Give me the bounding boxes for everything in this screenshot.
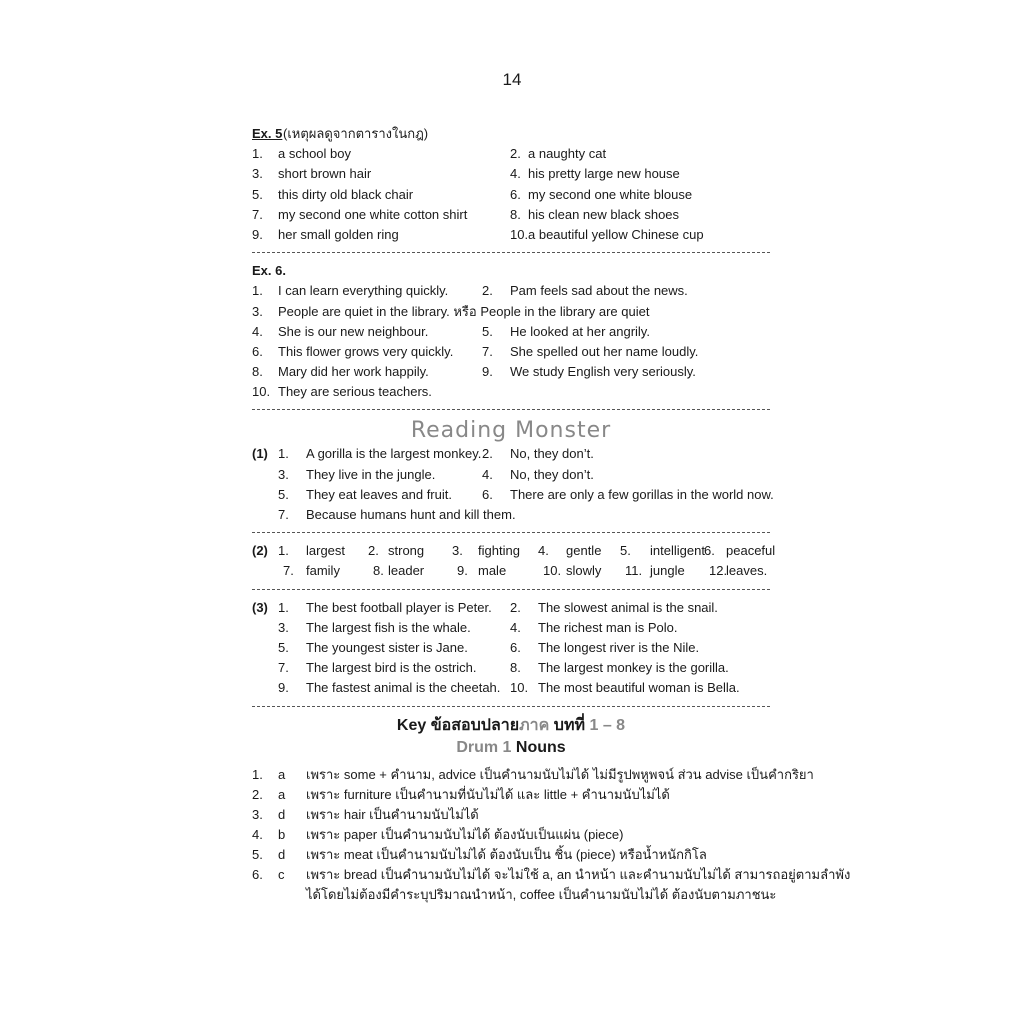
- item-answer: his pretty large new house: [528, 166, 680, 182]
- answer-key-content: [252, 124, 851, 905]
- item-number: 4.: [510, 166, 521, 182]
- item-number: 9.: [457, 563, 468, 579]
- item-number: 3.: [278, 466, 289, 482]
- item-choice: a: [278, 786, 286, 802]
- key-subtitle-drum: Drum 1: [456, 738, 512, 756]
- answer-row: [252, 164, 770, 184]
- item-choice: d: [278, 806, 286, 822]
- divider: [252, 252, 770, 253]
- item-answer: The largest fish is the whale.: [306, 619, 471, 635]
- item-number: 5.: [482, 323, 493, 339]
- item-answer: this dirty old black chair: [278, 186, 414, 202]
- answer-row: [252, 618, 770, 638]
- key-explanation: เพราะ bread เป็นคำนามนับไม่ได้ จะไม่ใช้ a, an นำหน้า และคำนามนับไม่ได้ สามารถอยู่ตามลำพัง: [306, 866, 851, 882]
- item-number: 9.: [278, 680, 289, 696]
- item-answer: The largest monkey is the gorilla.: [538, 660, 729, 676]
- item-answer: The youngest sister is Jane.: [306, 639, 468, 655]
- item-answer: The best football player is Peter.: [306, 599, 492, 615]
- item-number: 6.: [252, 866, 263, 882]
- item-answer: my second one white cotton shirt: [278, 206, 468, 222]
- key-row: [252, 865, 851, 885]
- ex5-note: (เหตุผลดูจากตารางในกฎ): [283, 126, 429, 141]
- answer-row: [252, 205, 770, 225]
- item-number: 2.: [482, 446, 493, 462]
- answer-row: [252, 281, 770, 301]
- item-number: 3.: [252, 303, 263, 319]
- answer-row: [252, 382, 770, 402]
- part-label: (2): [252, 543, 268, 559]
- item-answer: The richest man is Polo.: [538, 619, 678, 635]
- item-number: 10.: [252, 384, 271, 400]
- key-title-main: Key ข้อสอบปลาย: [396, 716, 520, 734]
- item-answer: The slowest animal is the snail.: [538, 599, 718, 615]
- ex6-heading: [252, 261, 770, 281]
- item-number: 7.: [283, 563, 294, 579]
- item-answer: short brown hair: [278, 166, 372, 182]
- reading-part1-answers: [252, 444, 774, 525]
- item-number: 5.: [620, 543, 631, 559]
- reading-part3-answers: [252, 598, 770, 699]
- item-number: 1.: [252, 146, 263, 162]
- answer-row: [252, 465, 770, 485]
- answer-row: [252, 144, 770, 164]
- item-number: 10.: [510, 226, 529, 242]
- item-number: 6.: [510, 639, 521, 655]
- item-number: 2.: [368, 543, 379, 559]
- item-answer: No, they don’t.: [510, 446, 594, 462]
- item-number: 6.: [510, 186, 521, 202]
- item-number: 8.: [510, 206, 521, 222]
- item-answer: This flower grows very quickly.: [278, 343, 454, 359]
- item-number: 6.: [252, 343, 263, 359]
- item-answer: her small golden ring: [278, 226, 399, 242]
- item-choice: a: [278, 766, 286, 782]
- key-title-chapter: บทที่: [549, 716, 590, 734]
- ex5-label: Ex. 5: [252, 126, 283, 141]
- key-subtitle-topic: Nouns: [511, 738, 566, 756]
- answer-row: [252, 362, 770, 382]
- item-answer: largest: [306, 543, 346, 559]
- item-number: 8.: [510, 660, 521, 676]
- item-answer: They are serious teachers.: [278, 384, 432, 400]
- item-number: 1.: [278, 599, 289, 615]
- item-answer: gentle: [566, 543, 602, 559]
- answer-row: [252, 225, 770, 245]
- item-number: 11.: [625, 563, 643, 579]
- item-number: 3.: [452, 543, 463, 559]
- item-answer: The fastest animal is the cheetah.: [306, 680, 501, 696]
- item-number: 1.: [278, 446, 289, 462]
- item-answer: Pam feels sad about the news.: [510, 283, 688, 299]
- item-answer: jungle: [650, 563, 685, 579]
- item-answer: male: [478, 563, 507, 579]
- answer-row: [252, 485, 774, 505]
- item-answer: A gorilla is the largest monkey.: [306, 446, 482, 462]
- item-number: 4.: [252, 826, 263, 842]
- item-answer: intelligent: [650, 543, 705, 559]
- key-row: [252, 785, 770, 805]
- item-number: 4.: [538, 543, 549, 559]
- item-number: 2.: [510, 599, 521, 615]
- answer-row: [252, 342, 770, 362]
- item-answer: peaceful: [726, 543, 776, 559]
- key-explanation: เพราะ hair เป็นคำนามนับไม่ได้: [306, 806, 479, 822]
- item-answer: The most beautiful woman is Bella.: [538, 680, 740, 696]
- item-answer: fighting: [478, 543, 520, 559]
- reading-monster-title: Reading Monster: [410, 418, 612, 444]
- item-choice: b: [278, 826, 286, 842]
- item-answer: strong: [388, 543, 425, 559]
- item-number: 3.: [278, 619, 289, 635]
- item-answer: They live in the jungle.: [306, 466, 436, 482]
- key-title-term: ภาค: [519, 716, 550, 734]
- item-answer: a beautiful yellow Chinese cup: [528, 226, 704, 242]
- item-answer: No, they don’t.: [510, 466, 594, 482]
- item-number: 5.: [252, 846, 263, 862]
- item-answer: She spelled out her name loudly.: [510, 343, 699, 359]
- item-number: 12.: [709, 563, 728, 579]
- item-number: 3.: [252, 166, 263, 182]
- item-answer: We study English very seriously.: [510, 364, 696, 380]
- answer-row: [252, 505, 770, 525]
- reading-part2-answers: [252, 541, 776, 581]
- item-number: 7.: [482, 343, 493, 359]
- item-choice: c: [278, 866, 285, 882]
- part-label: (1): [252, 446, 268, 462]
- ex6-answers: [252, 281, 770, 402]
- item-answer: leader: [388, 563, 425, 579]
- item-number: 1.: [278, 543, 289, 559]
- key-subtitle: [252, 737, 770, 759]
- item-answer: my second one white blouse: [528, 186, 693, 202]
- item-answer: Because humans hunt and kill them.: [306, 507, 516, 522]
- answer-row: [252, 678, 770, 698]
- item-number: 5.: [278, 639, 289, 655]
- item-number: 6.: [704, 543, 715, 559]
- item-answer: People are quiet in the library. หรือ People in the library are quiet: [278, 303, 650, 319]
- item-number: 3.: [252, 806, 263, 822]
- item-number: 7.: [278, 507, 289, 522]
- item-number: 2.: [482, 283, 493, 299]
- item-number: 7.: [278, 660, 289, 676]
- item-number: 10.: [543, 563, 562, 579]
- ex5-answers: [252, 144, 770, 245]
- item-number: 2.: [510, 146, 521, 162]
- item-answer: his clean new black shoes: [528, 206, 680, 222]
- item-answer: slowly: [566, 563, 602, 579]
- key-row: [252, 825, 770, 845]
- divider: [252, 409, 770, 410]
- answer-row: [252, 658, 770, 678]
- divider: [252, 706, 770, 707]
- item-number: 2.: [252, 786, 263, 802]
- answer-row: [252, 322, 770, 342]
- key-row: [252, 845, 770, 865]
- ex5-heading: [252, 124, 770, 144]
- item-number: 8.: [252, 364, 263, 380]
- ex6-label: Ex. 6.: [252, 263, 286, 279]
- item-answer: They eat leaves and fruit.: [306, 486, 452, 502]
- answer-row: [252, 541, 776, 561]
- key-row: [252, 765, 814, 785]
- answer-row: [252, 185, 770, 205]
- item-number: 5.: [278, 486, 289, 502]
- answer-row: [252, 444, 770, 464]
- key-answers: [252, 765, 851, 885]
- answer-row: [252, 598, 770, 618]
- item-answer: He looked at her angrily.: [510, 323, 650, 339]
- item-number: 8.: [373, 563, 384, 579]
- key-explanation-continued: ได้โดยไม่ต้องมีคำระบุปริมาณนำหน้า, coffee เป็นคำนามนับไม่ได้ ต้องนับตามภาชนะ: [306, 886, 777, 902]
- item-answer: Mary did her work happily.: [278, 364, 429, 380]
- answer-row: [252, 561, 770, 581]
- item-number: 9.: [252, 226, 263, 242]
- item-number: 5.: [252, 186, 263, 202]
- item-number: 9.: [482, 364, 493, 380]
- key-row: [252, 805, 770, 825]
- item-number: 10.: [510, 680, 529, 696]
- key-explanation: เพราะ meat เป็นคำนามนับไม่ได้ ต้องนับเป็น ชิ้น (piece) หรือน้ำหนักกิโล: [306, 846, 707, 862]
- key-explanation: เพราะ paper เป็นคำนามนับไม่ได้ ต้องนับเป็นแผ่น (piece): [306, 826, 624, 842]
- item-answer: a naughty cat: [528, 146, 607, 162]
- item-answer: She is our new neighbour.: [278, 323, 429, 339]
- answer-row: [252, 302, 770, 322]
- key-title: [252, 715, 770, 737]
- item-answer: The longest river is the Nile.: [538, 639, 700, 655]
- item-answer: leaves.: [726, 563, 768, 579]
- item-number: 4.: [252, 323, 263, 339]
- item-number: 4.: [482, 466, 493, 482]
- item-answer: a school boy: [278, 146, 351, 162]
- part-label: (3): [252, 599, 268, 615]
- key-row-6-continued: [252, 885, 777, 905]
- key-title-range: 1 – 8: [589, 716, 626, 734]
- page-number: 14: [502, 70, 522, 89]
- divider: [252, 589, 770, 590]
- item-answer: family: [306, 563, 340, 579]
- item-number: 6.: [482, 486, 493, 502]
- key-explanation: เพราะ some + คำนาม, advice เป็นคำนามนับไม่ได้ ไม่มีรูปพหูพจน์ ส่วน advise เป็นคำกริยา: [306, 766, 814, 782]
- key-explanation: เพราะ furniture เป็นคำนามที่นับไม่ได้ และ little + คำนามนับไม่ได้: [306, 786, 670, 802]
- item-number: 1.: [252, 766, 263, 782]
- item-answer: I can learn everything quickly.: [278, 283, 449, 299]
- item-number: 7.: [252, 206, 263, 222]
- item-number: 1.: [252, 283, 263, 299]
- item-answer: There are only a few gorillas in the world now.: [510, 486, 774, 502]
- item-number: 4.: [510, 619, 521, 635]
- item-answer: The largest bird is the ostrich.: [306, 660, 477, 676]
- divider: [252, 532, 770, 533]
- item-choice: d: [278, 846, 286, 862]
- answer-row: [252, 638, 770, 658]
